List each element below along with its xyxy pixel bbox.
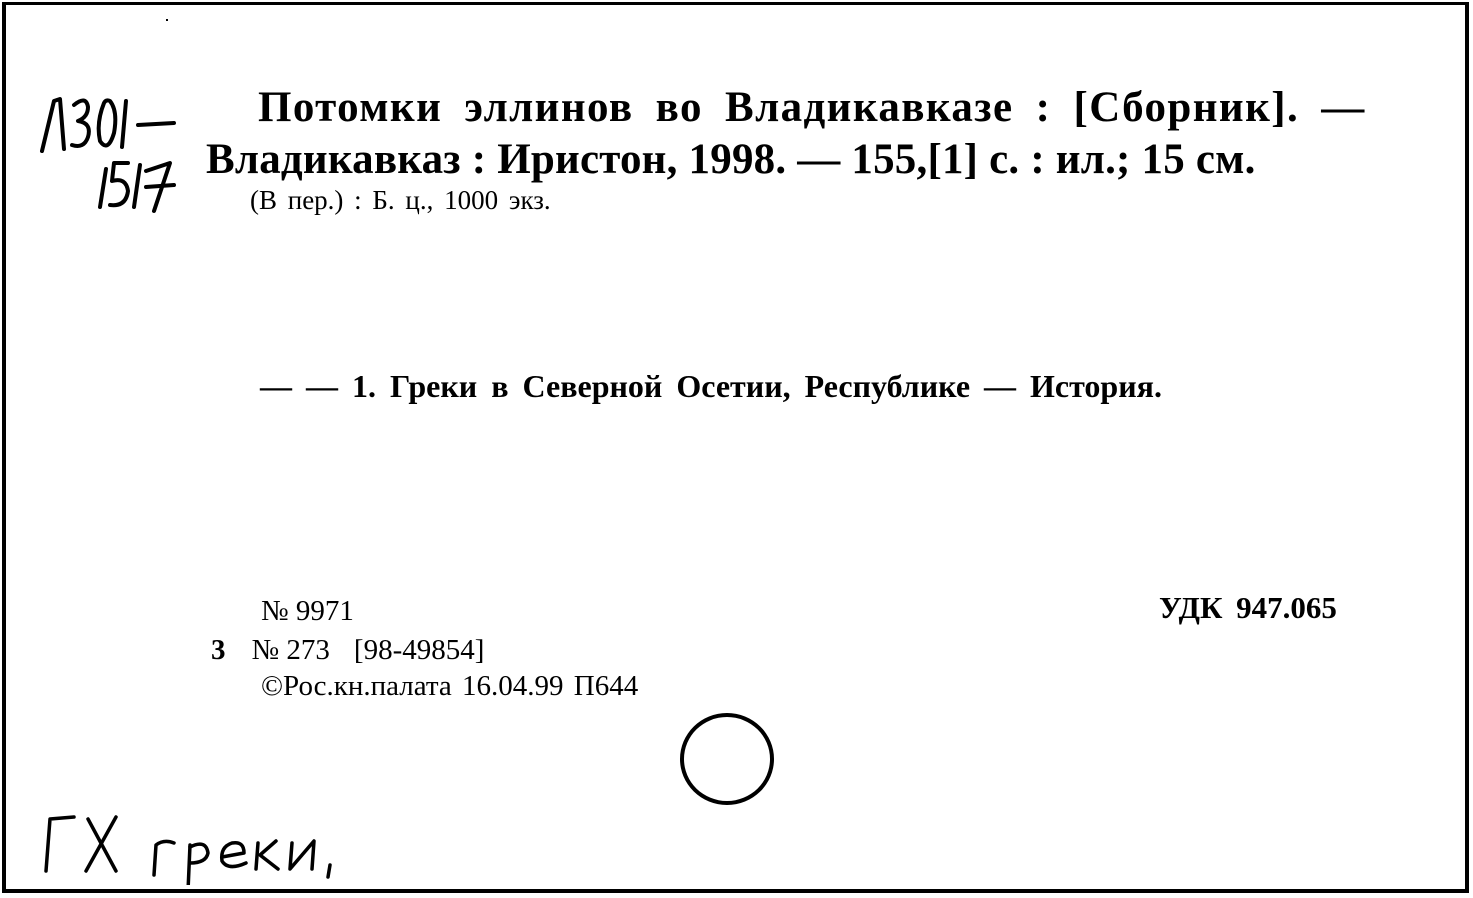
imprint-line: Владикавказ : Иристон, 1998. — 155,[1] с. : ил.; 15 см. bbox=[206, 136, 1256, 183]
catalog-card bbox=[2, 2, 1469, 893]
registration-row bbox=[211, 634, 484, 667]
punch-hole-circle bbox=[680, 713, 774, 805]
registration-number: № 273 bbox=[251, 634, 330, 666]
binding-price-edition-line: (В пер.) : Б. ц., 1000 экз. bbox=[250, 185, 551, 215]
ink-speck bbox=[166, 19, 168, 21]
udk-code: УДК 947.065 bbox=[1159, 590, 1337, 625]
handwritten-note-drawing bbox=[40, 805, 360, 885]
book-chamber-line: ©Рос.кн.палата 16.04.99 П644 bbox=[261, 670, 639, 702]
copies-count: 3 bbox=[211, 634, 226, 666]
handwritten-shelf-code bbox=[34, 93, 234, 223]
title-line: Потомки эллинов во Владикавказе : [Сборник]. — bbox=[258, 84, 1366, 131]
card-number: № 9971 bbox=[261, 595, 354, 627]
chamber-number: [98-49854] bbox=[353, 634, 485, 666]
handwritten-note bbox=[40, 805, 360, 885]
subject-heading-line: — — 1. Греки в Северной Осетии, Республике — История. bbox=[260, 368, 1162, 404]
handwritten-shelf-code-drawing bbox=[34, 93, 234, 223]
